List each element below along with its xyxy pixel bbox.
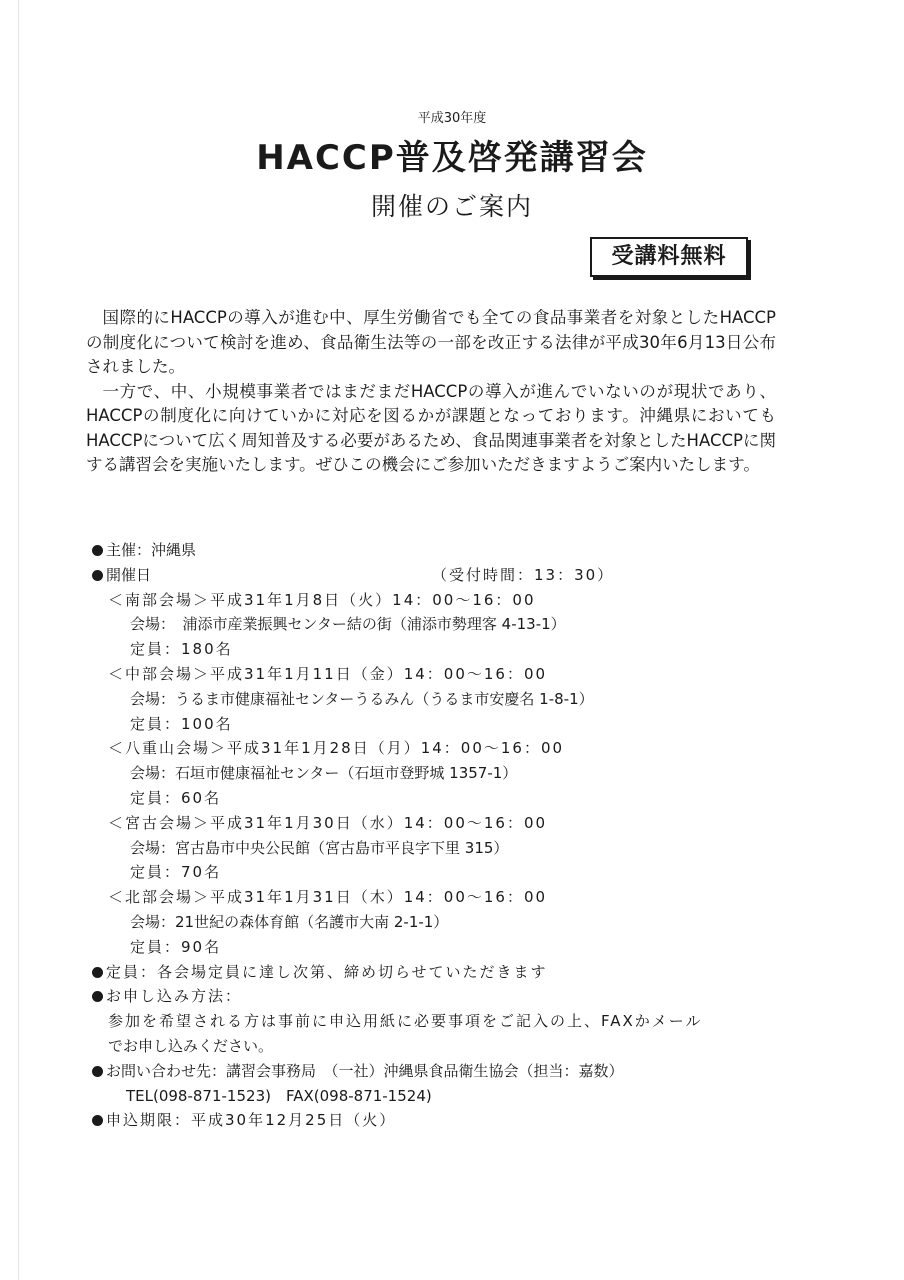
intro-paragraph-1: 国際的にHACCPの導入が進む中、厚生労働省でも全ての食品事業者を対象としたHACCPの制度化について検討を進め、食品衛生法等の一部を改正する法律が平成30年6月13日公布されました。 [86, 308, 776, 376]
bullet-icon [92, 991, 103, 1002]
venue-place: 会場：宮古島市中央公民館（宮古島市平良字下里 315） [130, 838, 509, 857]
dates-label: 開催日 [106, 565, 152, 584]
venue-capacity: 定員：60名 [130, 788, 222, 807]
apply-text-2: でお申し込みください。 [108, 1036, 274, 1055]
venue-heading: ＜中部会場＞平成31年1月11日（金）14：00～16：00 [108, 664, 548, 683]
fiscal-year: 平成30年度 [417, 111, 487, 126]
venue-heading: ＜宮古会場＞平成31年1月30日（水）14：00～16：00 [108, 813, 548, 832]
dates-row [92, 563, 792, 588]
intro-text [86, 306, 776, 478]
organizer-row [92, 538, 792, 563]
venue-heading: ＜南部会場＞平成31年1月8日（火）14：00～16：00 [108, 590, 536, 609]
reception-time: （受付時間：13：30） [432, 565, 615, 584]
bullet-icon [92, 545, 103, 556]
bullet-icon [92, 570, 103, 581]
apply-label: お申し込み方法： [106, 987, 243, 1006]
venue-heading: ＜北部会場＞平成31年1月31日（木）14：00～16：00 [108, 888, 548, 907]
capacity-note-row [92, 960, 792, 985]
capacity-note: 定員：各会場定員に達し次第、締め切らせていただきます [106, 962, 548, 981]
venue-capacity: 定員：70名 [130, 863, 222, 882]
apply-row [92, 984, 792, 1009]
bullet-icon [92, 1066, 103, 1077]
organizer: 主催：沖縄県 [106, 541, 197, 559]
venue-heading: ＜八重山会場＞平成31年1月28日（月）14：00～16：00 [108, 739, 565, 758]
venue-place: 会場：21世紀の森体育館（名護市大南 2-1-1） [130, 912, 449, 931]
intro-paragraph-2: 一方で、中、小規模事業者ではまだまだHACCPの導入が進んでいないのが現状であり、HACCPの制度化に向けていかに対応を図るかが課題となっております。沖縄県においてもHACCPについて広く周知普及する必要があるため、食品関連事業者を対象としたHACCPに関する講習会を実施いたします。ぜひこの機会にご参加いただきますようご案内いたします。 [86, 381, 776, 474]
bullet-icon [92, 1115, 103, 1126]
page-subtitle: 開催のご案内 [370, 192, 533, 221]
venue-capacity: 定員：100名 [130, 714, 233, 733]
bullet-icon [92, 967, 103, 978]
deadline: 申込期限：平成30年12月25日（火） [106, 1111, 397, 1130]
event-details [92, 538, 792, 1133]
contact-info: お問い合わせ先：講習会事務局 （一社）沖縄県食品衛生協会（担当：嘉数） [106, 1061, 624, 1080]
apply-text-1: 参加を希望される方は事前に申込用紙に必要事項をご記入の上、FAXかメール [108, 1012, 703, 1031]
venue-capacity: 定員：180名 [130, 640, 233, 659]
contact-row [92, 1059, 792, 1084]
venue-place: 会場： 浦添市産業振興センター結の街（浦添市勢理客 4-13-1） [130, 615, 566, 634]
venue-capacity: 定員：90名 [130, 937, 222, 956]
venue-place: 会場：うるま市健康福祉センターうるみん（うるま市安慶名 1-8-1） [130, 689, 594, 708]
contact-phone-fax: TEL(098-871-1523) FAX(098-871-1524) [126, 1086, 432, 1105]
free-admission-badge: 受講料無料 [590, 237, 748, 277]
deadline-row [92, 1108, 792, 1133]
page-title: HACCP普及啓発講習会 [256, 138, 648, 178]
venue-place: 会場：石垣市健康福祉センター（石垣市登野城 1357-1） [130, 764, 518, 783]
